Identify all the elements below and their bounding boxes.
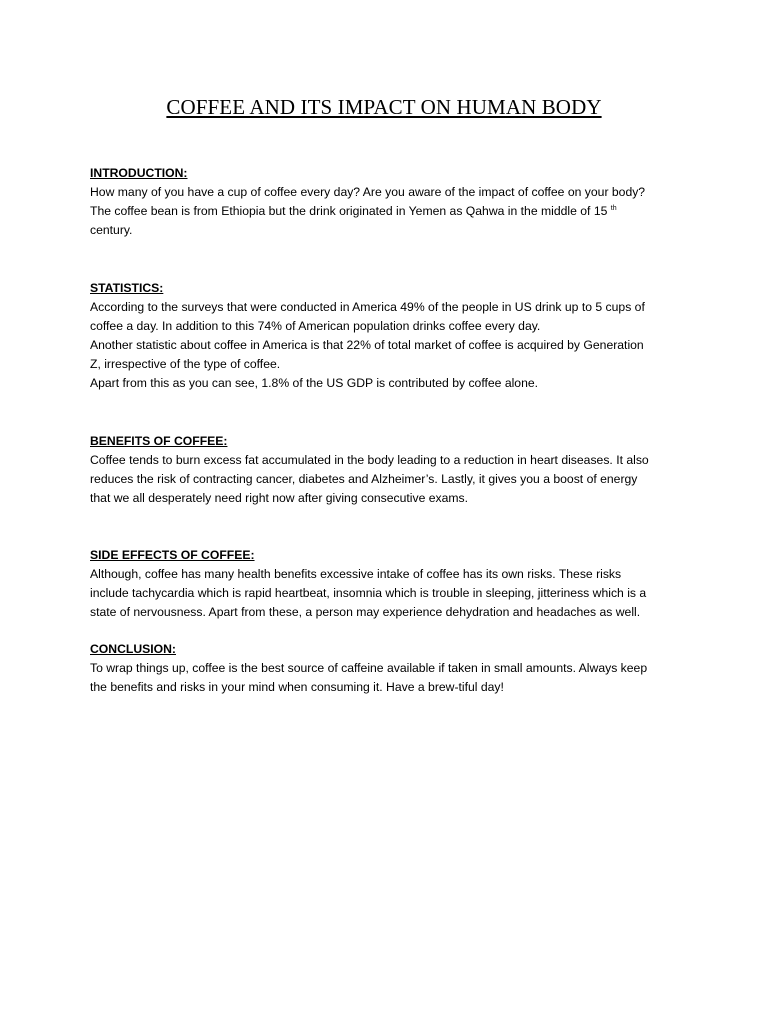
conclusion-section	[90, 640, 690, 697]
introduction-heading: INTRODUCTION:	[90, 166, 188, 180]
side-effects-heading: SIDE EFFECTS OF COFFEE:	[90, 548, 255, 562]
introduction-line-3: century.	[90, 223, 133, 237]
introduction-line-2	[90, 202, 690, 221]
statistics-line-4: Z, irrespective of the type of coffee.	[90, 357, 281, 371]
statistics-heading: STATISTICS:	[90, 281, 164, 295]
conclusion-line-1: To wrap things up, coffee is the best source of caffeine available if taken in small amounts. Always keep	[90, 661, 648, 675]
benefits-heading: BENEFITS OF COFFEE:	[90, 434, 228, 448]
statistics-line-2: coffee a day. In addition to this 74% of American population drinks coffee every day.	[90, 319, 541, 333]
benefits-section	[90, 432, 690, 508]
side-effects-line-3: state of nervousness. Apart from these, a person may experience dehydration and headaches as well.	[90, 605, 641, 619]
side-effects-line-2: include tachycardia which is rapid heartbeat, insomnia which is trouble in sleeping, jitteriness which is a	[90, 586, 647, 600]
benefits-line-3: that we all desperately need right now after giving consecutive exams.	[90, 491, 469, 505]
document-title: COFFEE AND ITS IMPACT ON HUMAN BODY	[166, 95, 602, 119]
side-effects-line-1: Although, coffee has many health benefits excessive intake of coffee has its own risks. These risks	[90, 567, 622, 581]
introduction-line-1: How many of you have a cup of coffee every day? Are you aware of the impact of coffee on your body?	[90, 185, 646, 199]
side-effects-section	[90, 546, 690, 622]
conclusion-line-2: the benefits and risks in your mind when consuming it. Have a brew-tiful day!	[90, 680, 504, 694]
statistics-line-1: According to the surveys that were conducted in America 49% of the people in US drink up to 5 cups of	[90, 300, 645, 314]
statistics-line-5: Apart from this as you can see, 1.8% of the US GDP is contributed by coffee alone.	[90, 376, 539, 390]
introduction-line-2-text: The coffee bean is from Ethiopia but the drink originated in Yemen as Qahwa in the middle of 15	[90, 204, 608, 218]
benefits-line-2: reduces the risk of contracting cancer, diabetes and Alzheimer’s. Lastly, it gives you a boost of energy	[90, 472, 638, 486]
conclusion-heading: CONCLUSION:	[90, 642, 176, 656]
introduction-section	[90, 164, 690, 240]
statistics-section	[90, 279, 690, 393]
ordinal-superscript: th	[610, 204, 617, 212]
benefits-line-1: Coffee tends to burn excess fat accumulated in the body leading to a reduction in heart diseases. It also	[90, 453, 649, 467]
statistics-line-3: Another statistic about coffee in America is that 22% of total market of coffee is acquired by Generation	[90, 338, 644, 352]
